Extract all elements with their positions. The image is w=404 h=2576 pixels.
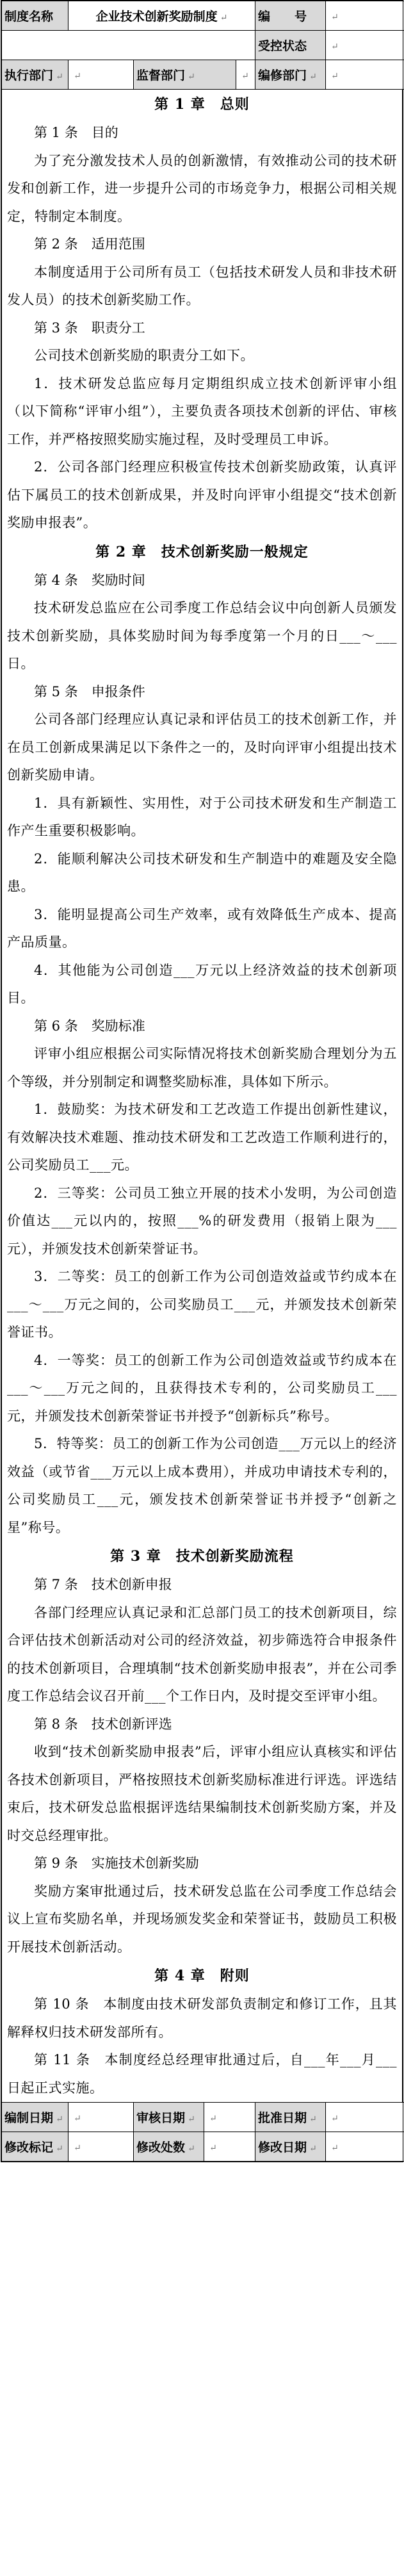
footer-table: [1, 2102, 404, 2162]
document-body: [1, 90, 403, 2102]
article-2-title: 第 2 条 适用范围: [34, 236, 145, 252]
article-3-text: 公司技术创新奖励的职责分工如下。: [34, 348, 254, 363]
review-date-value[interactable]: ↵: [204, 2103, 255, 2132]
revision-count-value[interactable]: ↵: [204, 2132, 255, 2162]
chapter-1-title: 第 1 章 总则: [154, 96, 250, 113]
label-compile-date: 编制日期 ↵: [2, 2103, 69, 2132]
header-blank-cell: [2, 31, 255, 60]
label-approve-date: 批准日期 ↵: [255, 2103, 326, 2132]
supervise-dept-value[interactable]: ↵: [236, 60, 255, 90]
chapter-4-title: 第 4 章 附则: [154, 1968, 250, 1984]
article-5-item-2: 2．能顺利解决公司技术研发和生产制造中的难题及安全隐患。: [7, 851, 397, 894]
article-8-title: 第 8 条 技术创新评选: [34, 1716, 172, 1732]
article-5-item-3: 3．能明显提高公司生产效率，或有效降低生产成本、提高产品质量。: [7, 906, 397, 950]
article-6-text: 评审小组应根据公司实际情况将技术创新奖励合理划分为五个等级，并分别制定和调整奖励标准，具体如下所示。: [7, 1046, 397, 1089]
article-8-text: 收到“技术创新奖励申报表”后，评审小组应认真核实和评估各技术创新项目，严格按照技术创新奖励标准进行评选。评选结束后，技术研发总监根据评选结果编制技术创新奖励方案，并及时交总经理审批。: [7, 1744, 397, 1843]
document: [1, 0, 403, 2162]
article-5-title: 第 5 条 申报条件: [34, 683, 145, 699]
article-7-text: 各部门经理应认真记录和汇总部门员工的技术创新项目，综合评估技术创新活动对公司的经济效益，初步筛选符合申报条件的技术创新项目，合理填制“技术创新奖励申报表”，并在公司季度工作总结会议召开前___个工作日内，及时提交至评审小组。: [7, 1604, 397, 1704]
header-table: [1, 1, 404, 90]
label-policy-name: 制度名称: [2, 1, 69, 31]
revision-date-value[interactable]: ↵: [326, 2132, 404, 2162]
article-9-text: 奖励方案审批通过后，技术研发总监在公司季度工作总结会议上宣布奖励名单，并现场颁发奖金和荣誉证书，鼓励员工积极开展技术创新活动。: [7, 1883, 397, 1955]
article-6-item-3: 3．二等奖：员工的创新工作为公司创造效益或节约成本在___～___万元之间的，公司奖励员工___元，并颁发技术创新荣誉证书。: [7, 1269, 397, 1340]
article-5-text: 公司各部门经理应认真记录和评估员工的技术创新工作，并在员工创新成果满足以下条件之一的，及时向评审小组提出技术创新奖励申请。: [7, 712, 397, 783]
policy-name-value: 企业技术创新奖励制度 ↵: [69, 1, 255, 31]
label-exec-dept: 执行部门 ↵: [2, 60, 69, 90]
control-status-value[interactable]: ↵: [326, 31, 404, 60]
article-11-text: 第 11 条 本制度经总经理审批通过后，自___年___月___日起正式实施。: [7, 2052, 397, 2096]
approve-date-value[interactable]: ↵: [326, 2103, 404, 2132]
article-7-title: 第 7 条 技术创新申报: [34, 1577, 172, 1592]
revision-mark-value[interactable]: ↵: [69, 2132, 134, 2162]
label-edit-dept: 编修部门 ↵: [255, 60, 326, 90]
label-revision-count: 修改处数 ↵: [134, 2132, 204, 2162]
label-review-date: 审核日期 ↵: [134, 2103, 204, 2132]
chapter-3-title: 第 3 章 技术创新奖励流程: [110, 1548, 294, 1565]
article-10-text: 第 10 条 本制度由技术研发部负责制定和修订工作，且其解释权归技术研发部所有。: [7, 1996, 397, 2040]
article-9-title: 第 9 条 实施技术创新奖励: [34, 1855, 199, 1871]
chapter-2-title: 第 2 章 技术创新奖励一般规定: [95, 543, 309, 560]
label-control-status: 受控状态: [255, 31, 326, 60]
article-4-title: 第 4 条 奖励时间: [34, 572, 145, 588]
article-3-title: 第 3 条 职责分工: [34, 320, 145, 336]
article-6-item-5: 5．特等奖：员工的创新工作为公司创造___万元以上的经济效益（或节省___万元以上成本费用），并成功申请技术专利的，公司奖励员工___元，颁发技术创新荣誉证书并授予“创新之星”称号。: [7, 1436, 397, 1535]
article-5-item-4: 4．其他能为公司创造___万元以上经济效益的技术创新项目。: [7, 962, 397, 1006]
article-6-title: 第 6 条 奖励标准: [34, 1018, 145, 1034]
label-supervise-dept: 监督部门 ↵: [134, 60, 236, 90]
article-1-text: 为了充分激发技术人员的创新激情，有效推动公司的技术研发和创新工作，进一步提升公司的市场竞争力，根据公司相关规定，特制定本制度。: [7, 152, 397, 224]
article-5-item-1: 1．具有新颖性、实用性，对于公司技术研发和生产制造工作产生重要积极影响。: [7, 795, 397, 838]
article-6-item-1: 1．鼓励奖：为技术研发和工艺改造工作提出创新性建议，有效解决技术难题、推动技术研发和工艺改造工作顺利进行的，公司奖励员工___元。: [7, 1102, 397, 1173]
number-value[interactable]: ↵: [326, 1, 404, 31]
label-revision-date: 修改日期 ↵: [255, 2132, 326, 2162]
article-6-item-2: 2．三等奖：公司员工独立开展的技术小发明，为公司创造价值达___元以内的，按照___%的研发费用（报销上限为___元），并颁发技术创新荣誉证书。: [7, 1185, 397, 1257]
article-1-title: 第 1 条 目的: [34, 125, 118, 140]
compile-date-value[interactable]: ↵: [69, 2103, 134, 2132]
label-number: 编 号: [255, 1, 326, 31]
article-3-item-1: 1．技术研发总监应每月定期组织成立技术创新评审小组（以下简称“评审小组”），主要负责各项技术创新的评估、审核工作，并严格按照奖励实施过程，及时受理员工申诉。: [7, 375, 397, 447]
article-6-item-4: 4．一等奖：员工的创新工作为公司创造效益或节约成本在___～___万元之间的，且获得技术专利的，公司奖励员工___元，并颁发技术创新荣誉证书并授予“创新标兵”称号。: [7, 1352, 397, 1424]
label-revision-mark: 修改标记 ↵: [2, 2132, 69, 2162]
exec-dept-value[interactable]: ↵: [69, 60, 134, 90]
article-2-text: 本制度适用于公司所有员工（包括技术研发人员和非技术研发人员）的技术创新奖励工作。: [7, 264, 397, 307]
article-4-text: 技术研发总监应在公司季度工作总结会议中向创新人员颁发技术创新奖励，具体奖励时间为每季度第一个月的日___～___日。: [7, 600, 397, 671]
edit-dept-value[interactable]: ↵: [326, 60, 404, 90]
article-3-item-2: 2．公司各部门经理应积极宣传技术创新奖励政策，认真评估下属员工的技术创新成果，并及时向评审小组提交“技术创新奖励申报表”。: [7, 459, 397, 530]
